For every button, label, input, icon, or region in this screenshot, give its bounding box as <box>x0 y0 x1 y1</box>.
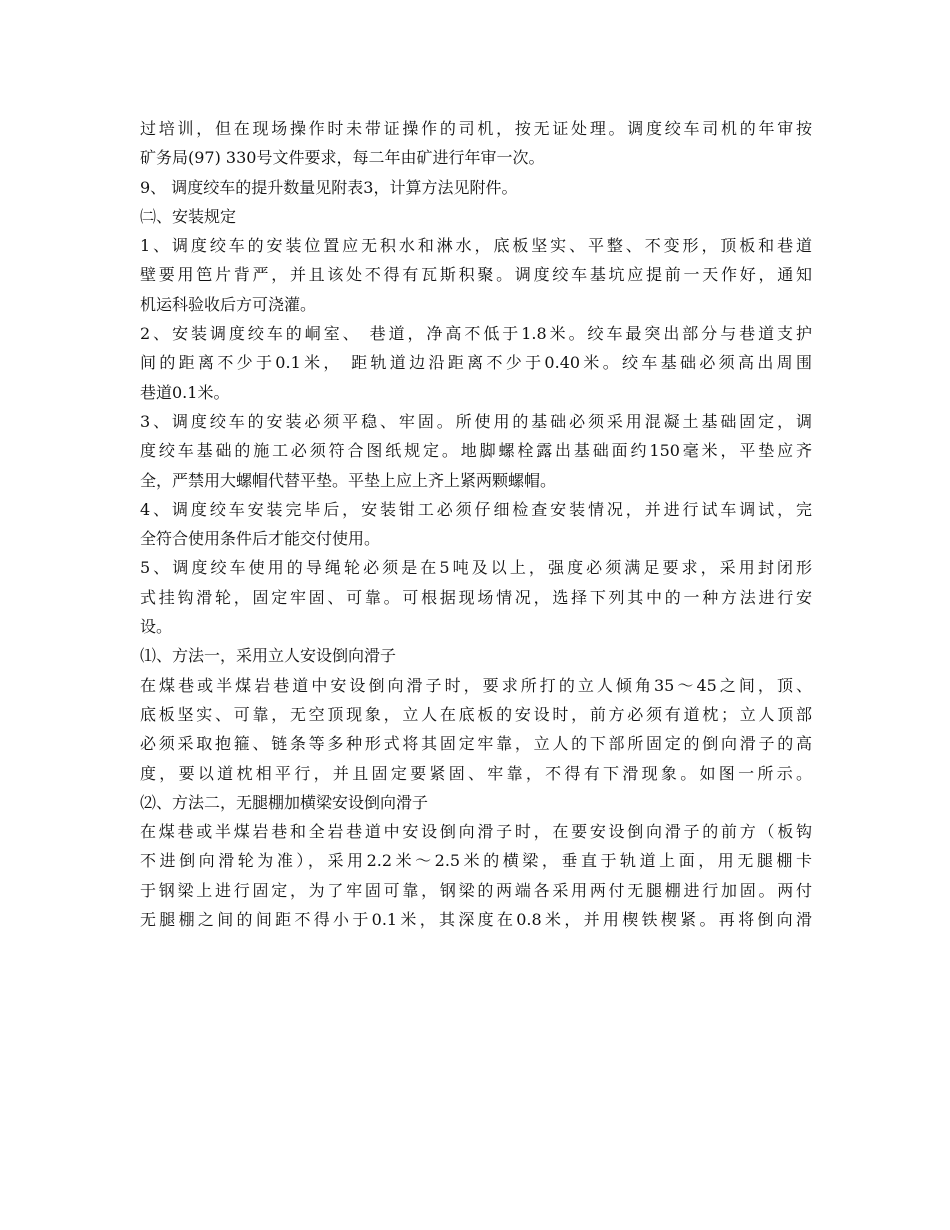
text-line: 底板坚实、可靠，无空顶现象，立人在底板的安设时，前方必须有道枕；立人顶部 <box>140 704 812 724</box>
document-body <box>140 114 812 934</box>
text-line: 设。 <box>140 617 173 637</box>
text-line: 矿务局(97) 330号文件要求，每二年由矿进行年审一次。 <box>140 148 545 168</box>
text-line: 无腿棚之间的间距不得小于0.1米，其深度在0.8米，并用楔铁楔紧。再将倒向滑 <box>140 910 812 930</box>
text-line: 度绞车基础的施工必须符合图纸规定。地脚螺栓露出基础面约150毫米，平垫应齐 <box>140 441 812 461</box>
text-line: 于钢梁上进行固定，为了牢固可靠，钢梁的两端各采用两付无腿棚进行加固。两付 <box>140 880 812 900</box>
subsection-heading: ⑵、方法二，无腿棚加横梁安设倒向滑子 <box>140 792 429 812</box>
text-line: 全，严禁用大螺帽代替平垫。平垫上应上齐上紧两颗螺帽。 <box>140 470 557 490</box>
text-line: 1、调度绞车的安装位置应无积水和淋水，底板坚实、平整、不变形，顶板和巷道 <box>140 236 812 256</box>
text-line: 巷道0.1米。 <box>140 382 230 402</box>
subsection-heading: ⑴、方法一，采用立人安设倒向滑子 <box>140 646 397 666</box>
text-line: 机运科验收后方可浇灌。 <box>140 294 317 314</box>
text-line: 间的距离不少于0.1米， 距轨道边沿距离不少于0.40米。绞车基础必须高出周围 <box>140 353 812 373</box>
text-line: 式挂钩滑轮，固定牢固、可靠。可根据现场情况，选择下列其中的一种方法进行安 <box>140 587 812 607</box>
section-heading: ㈡、安装规定 <box>140 206 237 226</box>
text-line: 过培训，但在现场操作时未带证操作的司机，按无证处理。调度绞车司机的年审按 <box>140 119 812 138</box>
text-line: 必须采取抱箍、链条等多种形式将其固定牢靠，立人的下部所固定的倒向滑子的高 <box>140 734 812 754</box>
text-line: 在煤巷或半煤岩巷道中安设倒向滑子时，要求所打的立人倾角35～45之间，顶、 <box>140 675 812 695</box>
text-line: 9、 调度绞车的提升数量见附表3，计算方法见附件。 <box>140 177 518 197</box>
text-line: 5、调度绞车使用的导绳轮必须是在5吨及以上，强度必须满足要求，采用封闭形 <box>140 558 812 578</box>
text-line: 度，要以道枕相平行，并且固定要紧固、牢靠，不得有下滑现象。如图一所示。 <box>140 763 812 783</box>
text-line: 全符合使用条件后才能交付使用。 <box>140 529 381 549</box>
text-line: 不进倒向滑轮为准），采用2.2米～2.5米的横梁，垂直于轨道上面，用无腿棚卡 <box>140 851 812 871</box>
text-line: 4、调度绞车安装完毕后，安装钳工必须仔细检查安装情况，并进行试车调试，完 <box>140 499 812 519</box>
text-line: 壁要用笆片背严，并且该处不得有瓦斯积聚。调度绞车基坑应提前一天作好，通知 <box>140 265 812 285</box>
text-line: 在煤巷或半煤岩巷和全岩巷道中安设倒向滑子时，在要安设倒向滑子的前方（板钩 <box>140 822 812 842</box>
text-line: 3、调度绞车的安装必须平稳、牢固。所使用的基础必须采用混凝土基础固定，调 <box>140 411 812 431</box>
text-line: 2、安装调度绞车的峒室、 巷道，净高不低于1.8米。绞车最突出部分与巷道支护 <box>140 324 812 344</box>
